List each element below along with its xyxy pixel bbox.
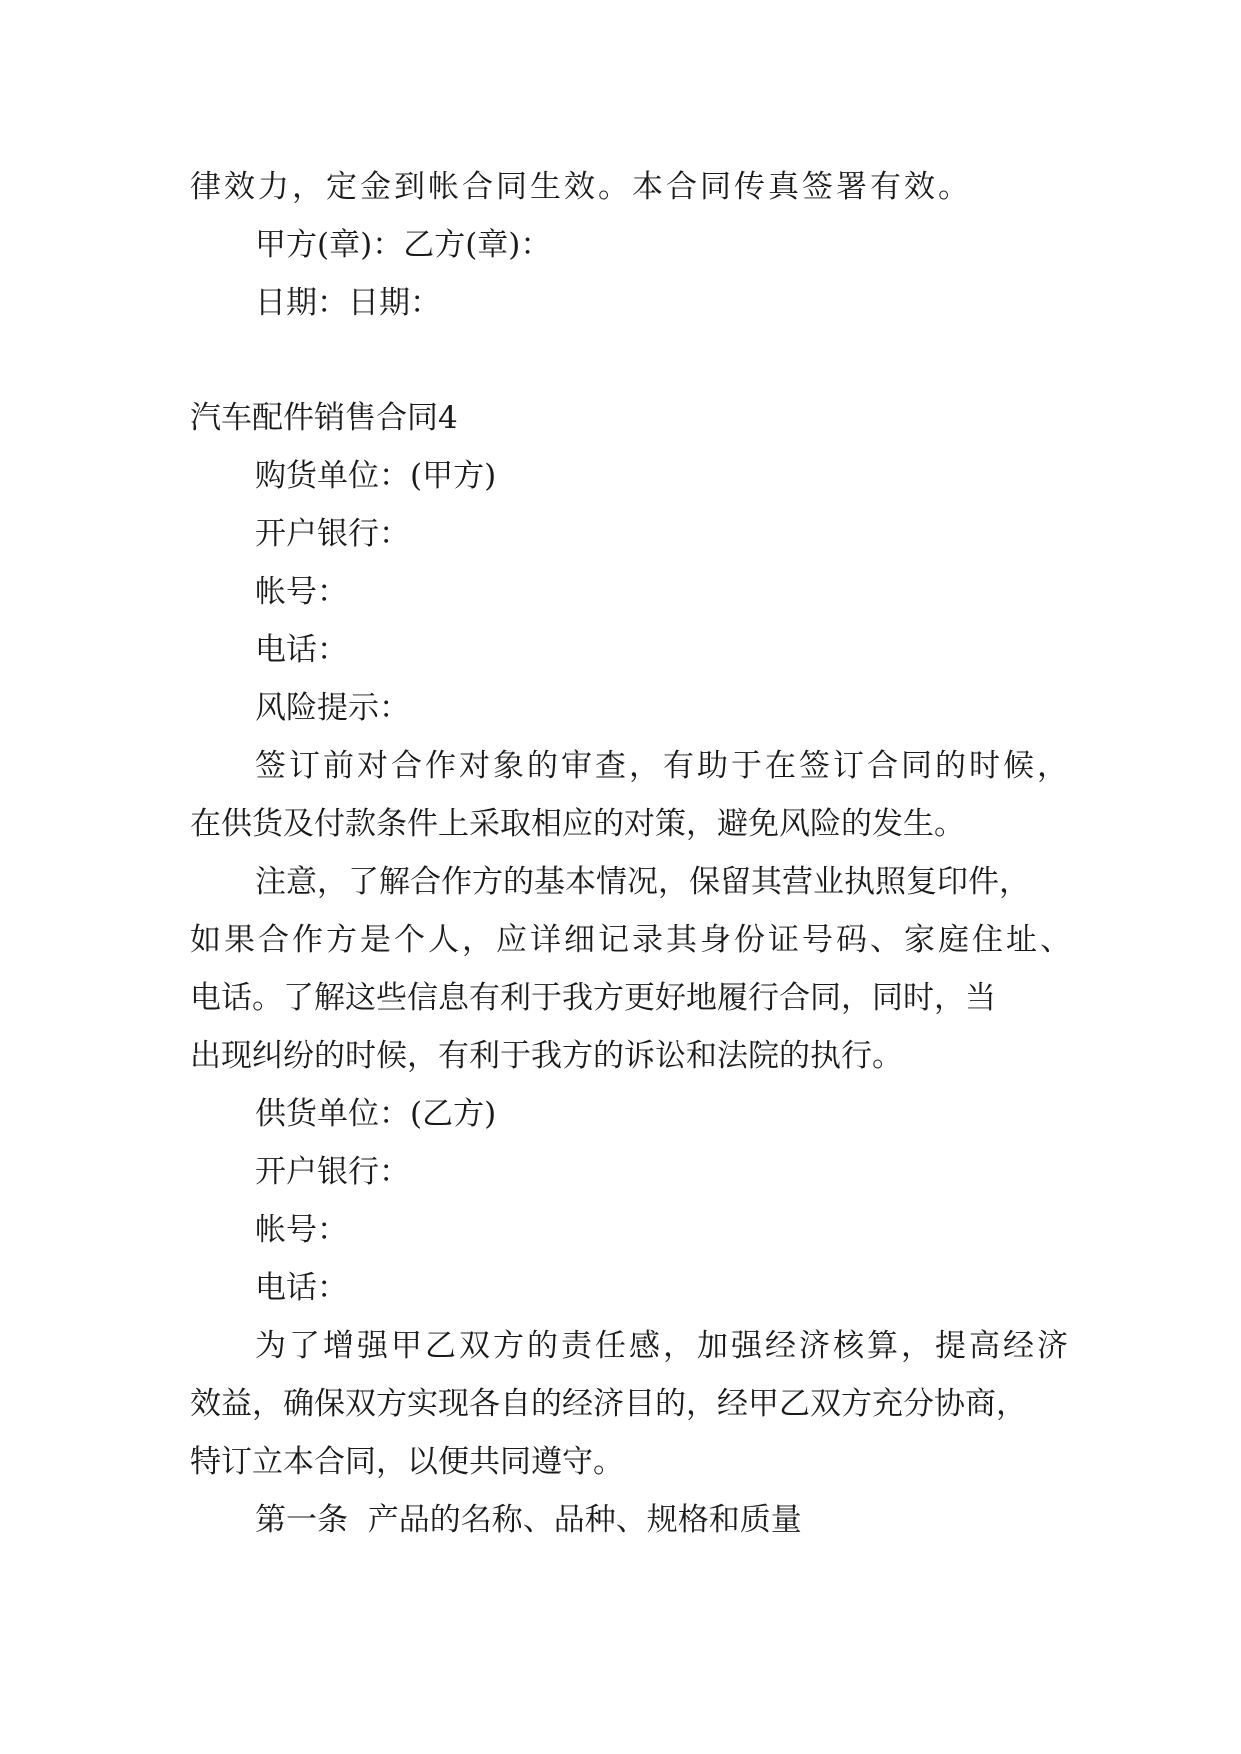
seller-account-line: 帐号： <box>255 1212 348 1248</box>
paragraph-line: 特订立本合同，以便共同遵守。 <box>190 1444 624 1480</box>
paragraph-line: 为了增强甲乙双方的责任感，加强经济核算，提高经济 <box>255 1328 1071 1364</box>
buyer-bank-line: 开户银行： <box>255 516 410 552</box>
risk-heading: 风险提示： <box>255 690 410 726</box>
contract-title: 汽车配件销售合同4 <box>190 400 458 436</box>
seller-bank-line: 开户银行： <box>255 1154 410 1190</box>
article-heading: 第一条 产品的名称、品种、规格和质量 <box>255 1502 802 1538</box>
paragraph-line: 电话。了解这些信息有利于我方更好地履行合同，同时，当 <box>190 980 996 1016</box>
seller-phone-line: 电话： <box>255 1270 348 1306</box>
buyer-unit-line: 购货单位：(甲方) <box>255 458 497 494</box>
paragraph-line: 效益，确保双方实现各自的经济目的，经甲乙双方充分协商， <box>190 1386 1027 1422</box>
paragraph-line: 注意，了解合作方的基本情况，保留其营业执照复印件， <box>255 864 1030 900</box>
seller-unit-line: 供货单位：(乙方) <box>255 1096 497 1132</box>
signature-date-line: 日期：日期： <box>255 285 441 321</box>
paragraph-line: 出现纠纷的时候，有利于我方的诉讼和法院的执行。 <box>190 1038 903 1074</box>
paragraph-line: 签订前对合作对象的审查，有助于在签订合同的时候， <box>255 748 1071 784</box>
buyer-account-line: 帐号： <box>255 574 348 610</box>
paragraph-line: 律效力，定金到帐合同生效。本合同传真签署有效。 <box>190 169 972 205</box>
buyer-phone-line: 电话： <box>255 632 348 668</box>
paragraph-line: 如果合作方是个人，应详细记录其身份证号码、家庭住址、 <box>190 922 1074 958</box>
signature-party-line: 甲方(章)：乙方(章)： <box>255 227 552 263</box>
paragraph-line: 在供货及付款条件上采取相应的对策，避免风险的发生。 <box>190 806 965 842</box>
